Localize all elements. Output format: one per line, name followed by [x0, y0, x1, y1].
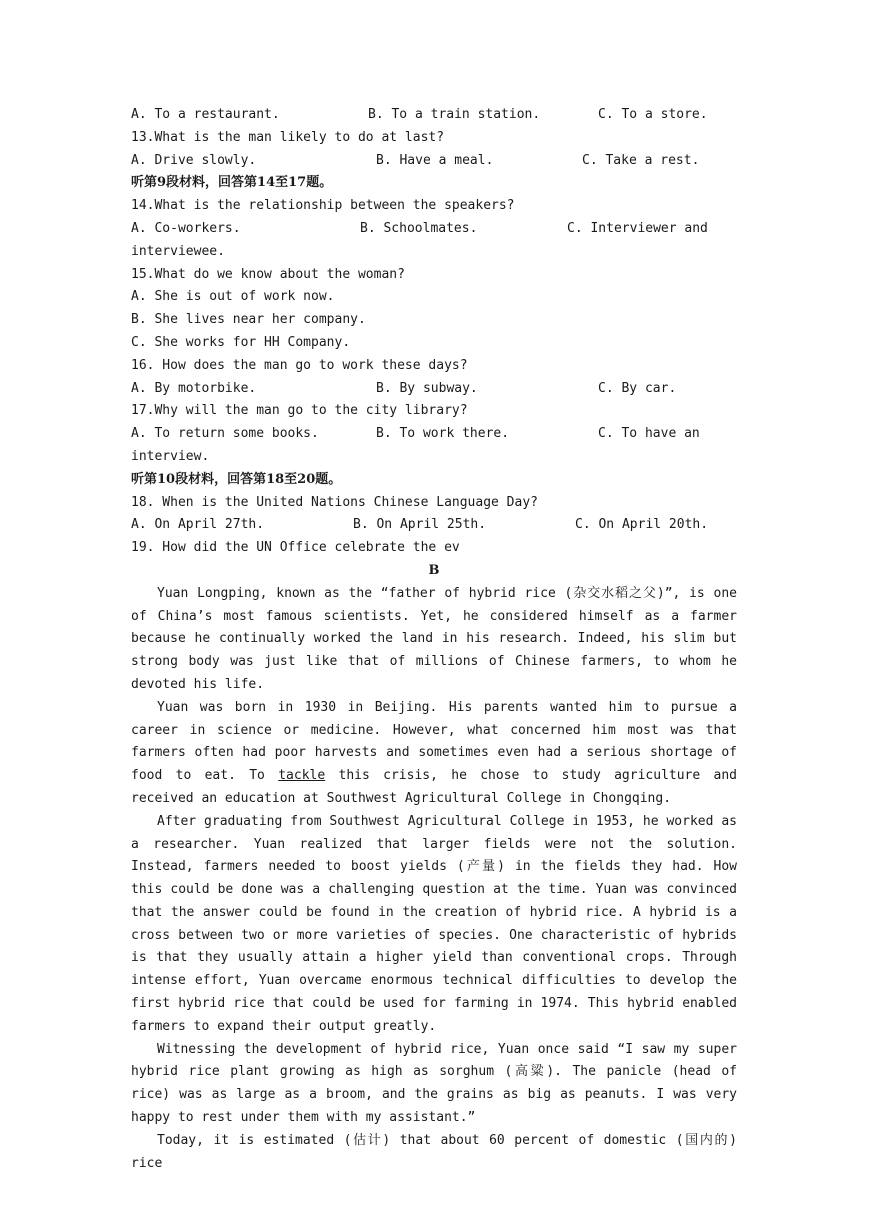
- option-b: B. To a train station.: [368, 107, 541, 122]
- option-b: B. By subway.: [376, 380, 478, 396]
- paragraph-3: After graduating from Southwest Agricultural College in 1953, he worked as a researcher. Yuan realized that larger fields were not the solution. Instead, farmers needed to boost yields (产量) in the fields they had. How this could be done was a challenging question at the time. Yuan was convinced that the answer could be found in the creation of hybrid rice. A hybrid is a cross between two or more varieties of species. One characteristic of hybrids is that they usually attain a higher yield than conventional crops. Through intense effort, Yuan overcame enormous technical difficulties to develop the first hybrid rice that could be used for farming in 1974. This hybrid enabled farmers to expand their output greatly.: [131, 813, 737, 1034]
- q16-options: [131, 378, 737, 401]
- question-13: 13.What is the man likely to do at last?: [131, 129, 445, 145]
- option-c: C. To a store.: [598, 107, 708, 122]
- paragraph-5: Today, it is estimated (估计) that about 60 percent of domestic (国内的) rice: [131, 1132, 737, 1171]
- option-c: C. On April 20th.: [575, 517, 709, 533]
- q15-option-a: A. She is out of work now.: [131, 289, 335, 305]
- paragraph-4: Witnessing the development of hybrid rice, Yuan once said “I saw my super hybrid rice plant growing as high as sorghum (高粱). The panicle (head of rice) was as large as a broom, and the grains as big as peanuts. I was very happy to rest under them with my assistant.”: [131, 1041, 737, 1126]
- option-b: B. Have a meal.: [376, 152, 494, 168]
- question-16: 16. How does the man go to work these days?: [131, 357, 468, 373]
- option-a: A. To return some books.: [131, 426, 319, 442]
- document-content: [131, 104, 737, 1175]
- paragraph-1: Yuan Longping, known as the “father of hybrid rice (杂交水稻之父)”, is one of China’s most famous scientists. Yet, he considered himself as a farmer because he continually worked the land in his research. Indeed, his slim but strong body was just like that of millions of Chinese farmers, to whom he devoted his life.: [131, 585, 737, 692]
- question-14: 14.What is the relationship between the speakers?: [131, 198, 515, 214]
- section-heading-9: 听第9段材料，回答第14至17题。: [131, 175, 333, 191]
- option-b: B. To work there.: [376, 426, 510, 442]
- q14-option-c-continued: interviewee.: [131, 243, 225, 259]
- option-c: C. By car.: [598, 380, 677, 396]
- paragraph-2: [131, 697, 737, 811]
- question-17: 17.Why will the man go to the city library?: [131, 403, 468, 419]
- option-c: C. To have an: [598, 426, 700, 442]
- option-c: C. Interviewer and: [567, 220, 708, 236]
- q12-options: [131, 104, 737, 127]
- q15-option-c: C. She works for HH Company.: [131, 334, 351, 350]
- q15-option-b: B. She lives near her company.: [131, 312, 366, 328]
- option-a: A. Drive slowly.: [131, 152, 257, 168]
- question-18: 18. When is the United Nations Chinese Language Day?: [131, 494, 538, 510]
- option-a: A. On April 27th.: [131, 517, 265, 533]
- option-a: A. By motorbike.: [131, 380, 257, 396]
- paragraph-2-text-after: this crisis, he chose to study agriculture and received an education at Southwest Agricultural College in Chongqing.: [131, 768, 737, 806]
- paragraph-2-text-before: Yuan was born in 1930 in Beijing. His parents wanted him to pursue a career in science or medicine. However, what concerned him most was that farmers often had poor harvests and sometimes even had a serious shortage of food to eat. To: [131, 699, 737, 784]
- q13-options: [131, 150, 737, 173]
- option-c: C. Take a rest.: [582, 152, 700, 168]
- question-19: 19. How did the UN Office celebrate the ev: [131, 540, 460, 556]
- section-label: B: [428, 562, 440, 578]
- section-heading-10: 听第10段材料，回答第18至20题。: [131, 471, 342, 487]
- option-a: A. To a restaurant.: [131, 107, 280, 122]
- q14-options: [131, 218, 737, 241]
- option-b: B. Schoolmates.: [360, 220, 478, 236]
- underlined-word: tackle: [278, 768, 326, 784]
- q17-options: [131, 423, 737, 446]
- question-15: 15.What do we know about the woman?: [131, 266, 405, 282]
- option-a: A. Co-workers.: [131, 220, 241, 236]
- option-b: B. On April 25th.: [353, 517, 487, 533]
- q17-option-c-continued: interview.: [131, 448, 210, 464]
- q18-options: [131, 514, 737, 537]
